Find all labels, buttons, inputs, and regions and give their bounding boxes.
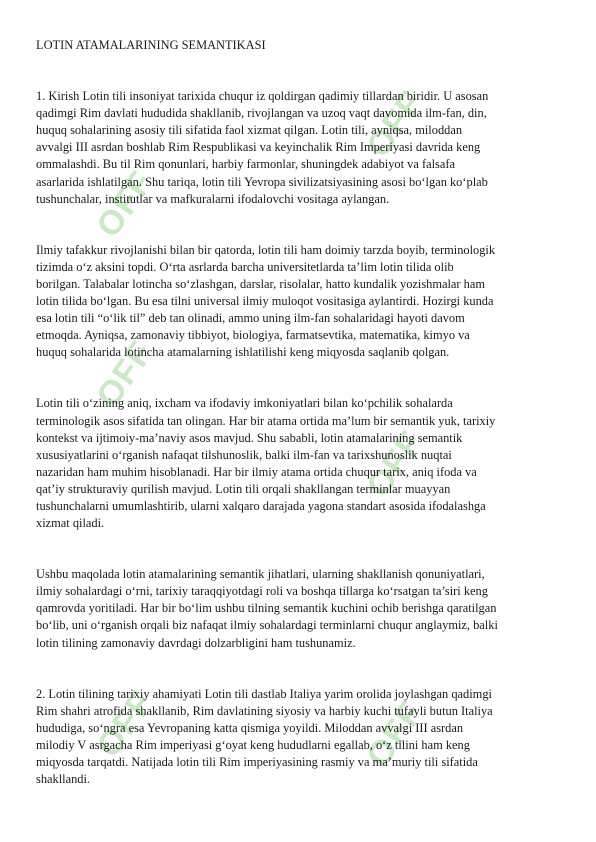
watermark: OFF [359,424,432,505]
document-title: LOTIN ATAMALARINING SEMANTIKASI [36,38,266,52]
paragraph-scientific-thinking: Ilmiy tafakkur rivojlanishi bilan bir qatorda, lotin tili ham doimiy tarzda boyib, terminologik tizimda o‘z aksini topdi. O‘rta asrlarda barcha universitetlarda ta’lim lotin tilida olib borilgan. Talabalar lotincha so‘zlashgan, darslar, risolalar, hatto kundalik yozishmalar ham lotin tilida bo‘lgan. Bu esa tilni universal ilmiy muloqot vositasiga aylantirdi. Hozirgi kunda esa lotin tili “o‘lik til” deb tan olinadi, ammo uning ilm-fan sohalaridagi hayoti davom etmoqda. Ayniqsa, zamonaviy tibbiyot, biologiya, farmatsevtika, matematika, kimyo va huquq sohalarida lotincha atamalarning ishlatilishi keng miqyosda saqlanib qolgan. [36,242,496,360]
watermark: OFF [89,164,162,245]
paragraph-historical-significance: 2. Lotin tilining tarixiy ahamiyati Lotin tili dastlab Italiya yarim orolida joylashgan qadimgi Rim shahri atrofida shakllanib, Rim davlatining siyosiy va harbiy kuchi tufayli butun Italiya hududiga, so‘ngra esa Yevropaning katta qismiga yoyildi. Miloddan avvalgi III asrdan milodiy V asrgacha Rim imperiyasi g‘oyat keng hududlarni egallab, o‘z tilini ham keng miqyosda tarqatdi. Natijada lotin tili Rim imperiyasining rasmiy va ma’muriy tili sifatida shakllandi. [36,686,493,787]
paragraph-terminological-basis: Lotin tili o‘zining aniq, ixcham va ifodaviy imkoniyatlari bilan ko‘pchilik sohalarda terminologik asos sifatida tan olingan. Har bir atama ortida ma’lum bir semantik yuk, tarixiy kontekst va ijtimoiy-ma’naviy asos mavjud. Shu sababli, lotin atamalarining semantik xususiyatlarini o‘rganish nafaqat tilshunoslik, balki ilm-fan va tarixshunoslik nuqtai nazaridan ham muhim hisoblanadi. Har bir ilmiy atama ortida chuqur tarix, aniq ifoda va qat’iy strukturaviy qurilish mavjud. Lotin tili orqali shakllangan terminlar muayyan tushunchalarni umumlashtirib, ularni xalqaro darajada yagona standart asosida ifodalashga xizmat qiladi. [36,396,496,531]
watermark: OFF [359,84,432,165]
paragraph-article-overview: Ushbu maqolada lotin atamalarining semantik jihatlari, ularning shakllanish qonuniyatlari, ilmiy sohalardagi o‘rni, tarixiy taraqqiyotdagi roli va boshqa tillarga ko‘rsatgan ta’siri keng qamrovda yoritiladi. Har bir bo‘lim ushbu tilning semantik kuchini ochib berishga qaratilgan bo‘lib, uni o‘rganish orqali biz nafaqat ilmiy sohalardagi terminlarni chuqur anglaymiz, balki lotin tilining zamonaviy davrdagi dolzarbligini ham tushunamiz. [36,567,498,650]
document-body [36,37,560,822]
watermark: OFF [89,684,162,765]
watermark: OFF [89,334,162,415]
paragraph-introduction: 1. Kirish Lotin tili insoniyat tarixida chuqur iz qoldirgan qadimiy tillardan biridir. U asosan qadimgi Rim davlati hududida shakllanib, rivojlangan va uzoq vaqt davomida ilm-fan, din, huquq sohalarining asosiy tili sifatida faol xizmat qilgan. Lotin tili, ayniqsa, miloddan avvalgi III asrdan boshlab Rim Respublikasi va keyinchalik Rim Imperiyasi davrida keng ommalashdi. Bu til Rim qonunlari, harbiy farmonlar, shuningdek adabiyot va falsafa asarlarida ishlatilgan. Shu tariqa, lotin tili Yevropa sivilizatsiyasining asosi bo‘lgan ko‘plab tushunchalar, institutlar va mafkuralarni ifodalovchi vositaga aylangan. [36,89,489,206]
watermark: OFF [359,694,432,775]
